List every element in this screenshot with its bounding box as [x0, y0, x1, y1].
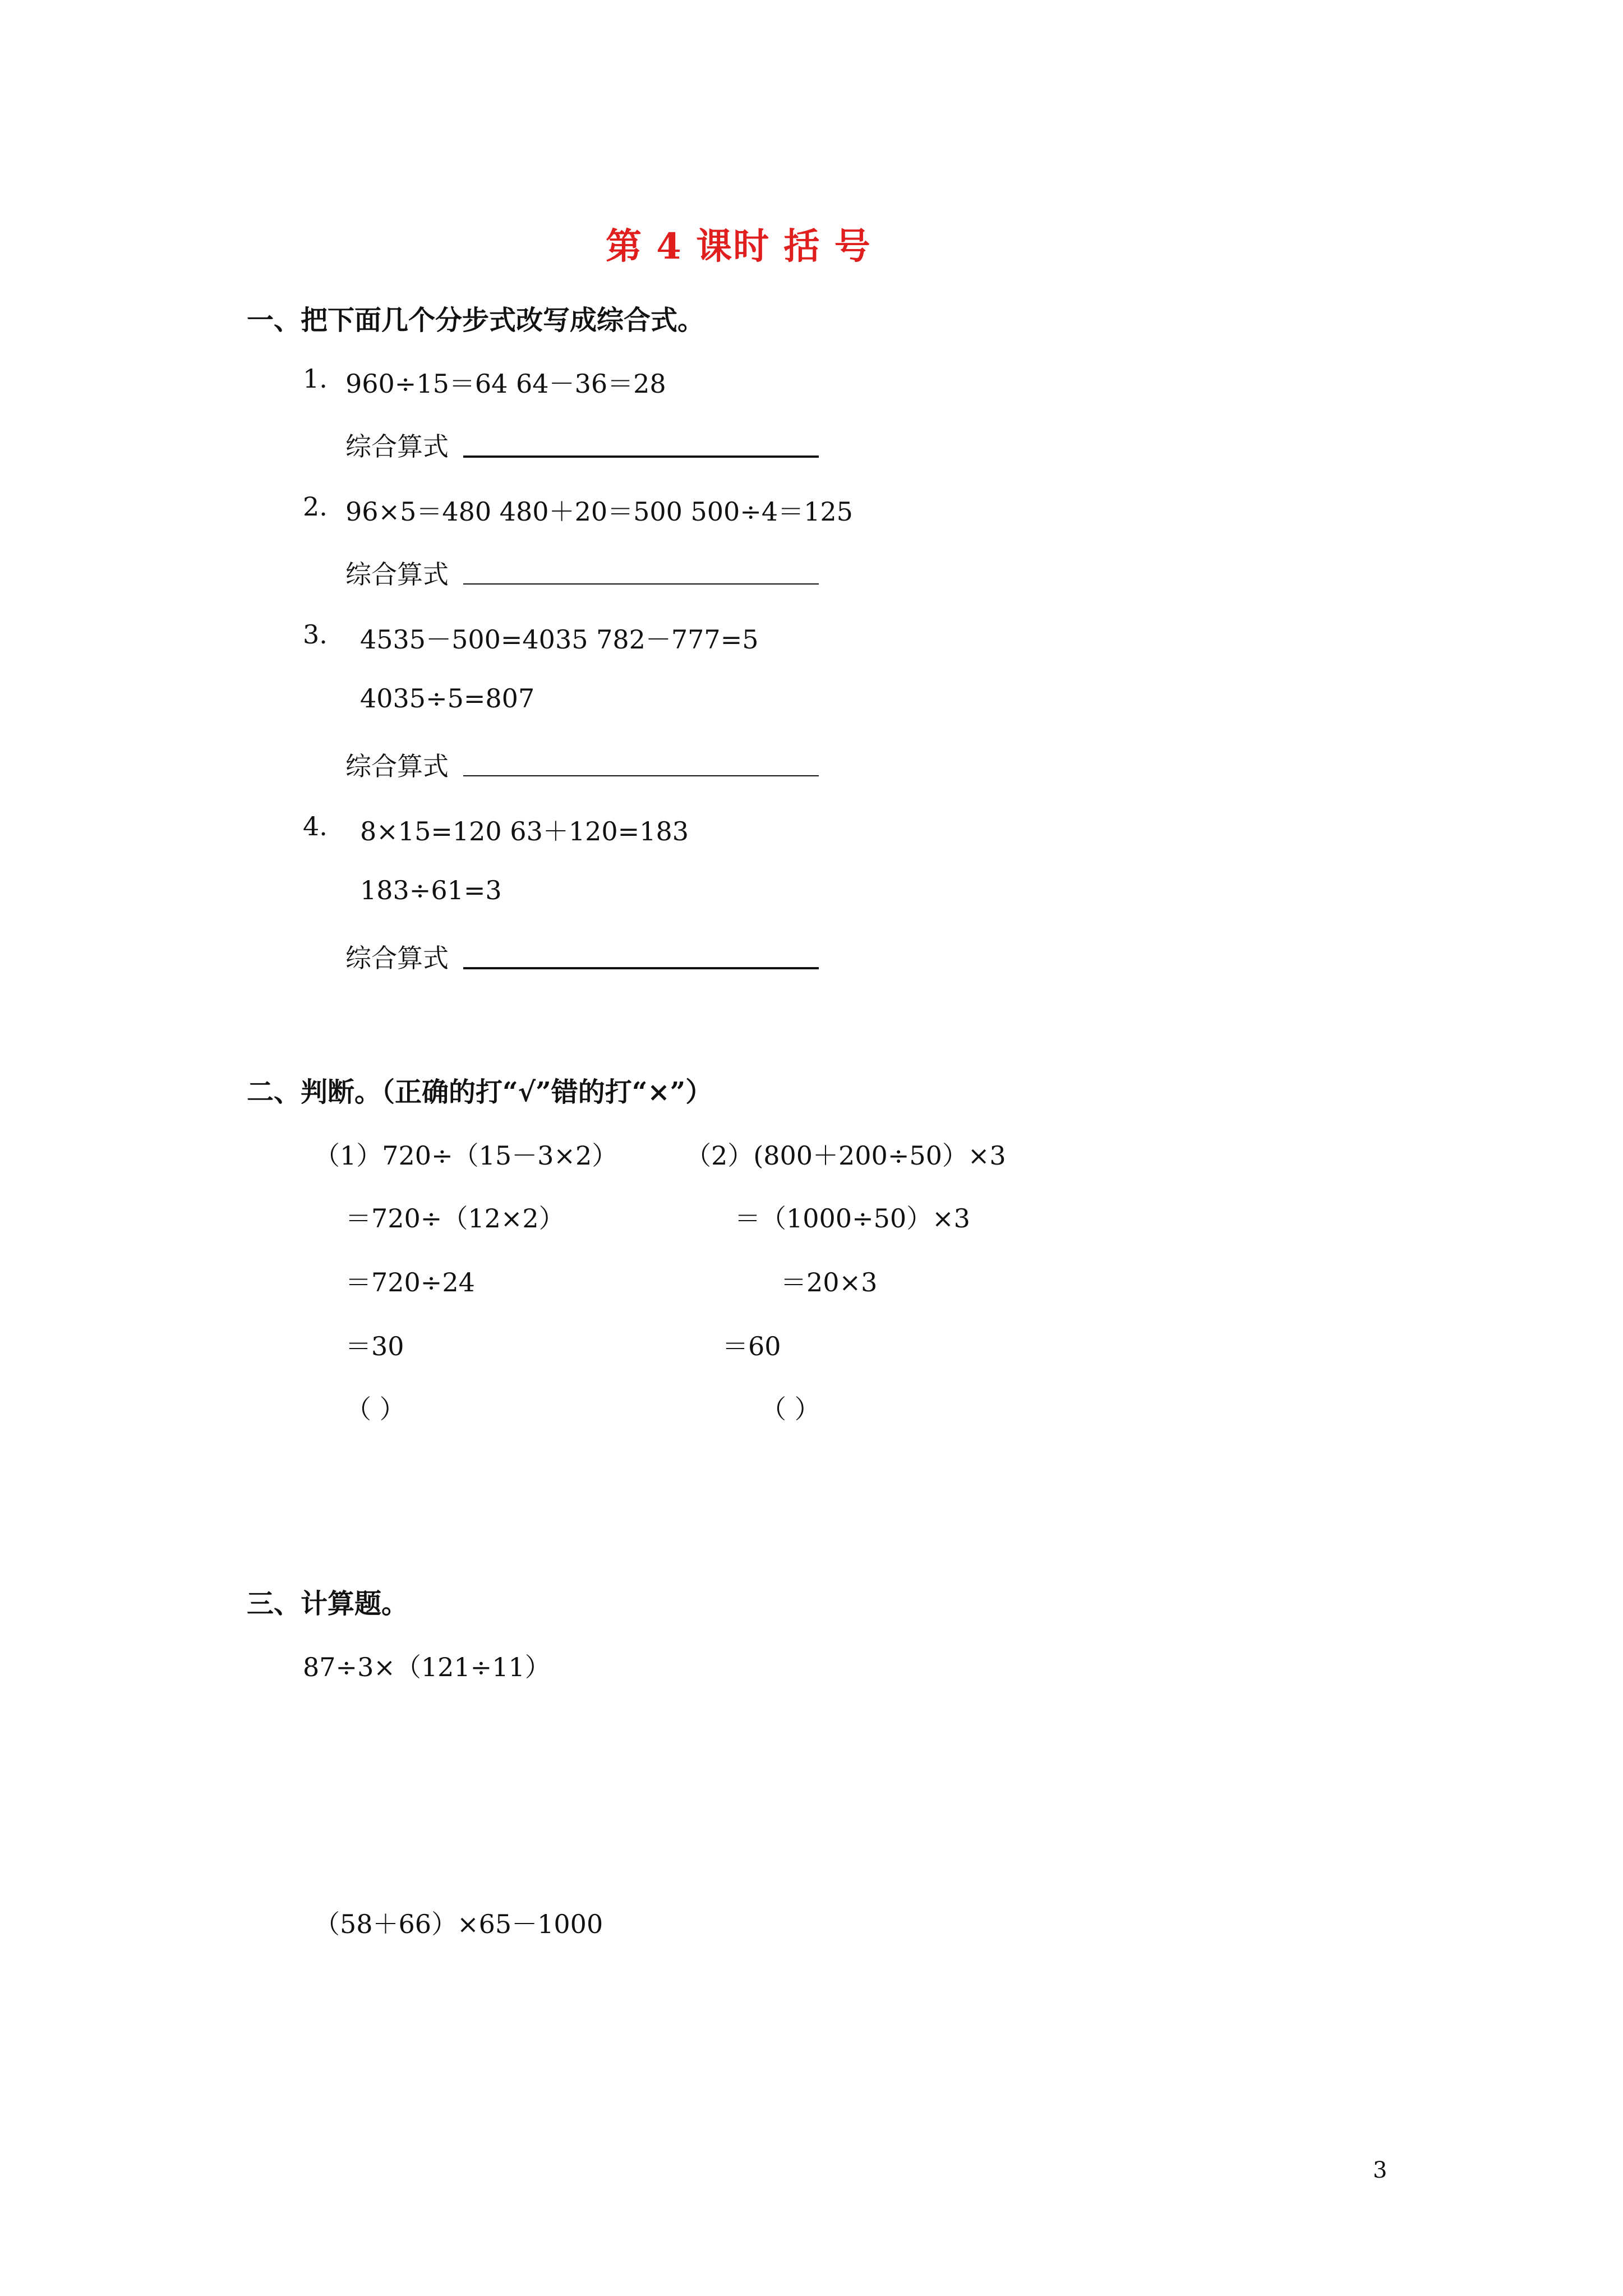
judge-2-line-4: ＝60 [722, 1331, 781, 1361]
judge-2-answer-blank[interactable]: （ ） [760, 1394, 820, 1424]
item-2-answer-line[interactable] [463, 583, 819, 585]
page-number: 3 [1373, 2157, 1387, 2183]
item-2-answer-label: 综合算式 [345, 559, 449, 590]
section-3-heading: 三、计算题。 [247, 1588, 409, 1619]
item-2-number: 2. [303, 491, 328, 522]
judge-1-line-1: （1）720÷（15－3×2） [314, 1140, 618, 1171]
judge-1-line-2: ＝720÷（12×2） [345, 1203, 565, 1234]
item-2-steps: 96×5＝480 480＋20＝500 500÷4＝125 [345, 496, 853, 527]
judge-2-line-2: ＝（1000÷50）×3 [735, 1203, 970, 1234]
section-2-heading: 二、判断。（正确的打“√”错的打“×”） [247, 1076, 713, 1108]
item-1-answer-label: 综合算式 [345, 431, 449, 462]
judge-1-line-4: ＝30 [345, 1331, 404, 1361]
item-3-steps-line-2: 4035÷5=807 [360, 683, 535, 714]
item-4-answer-line[interactable] [463, 967, 819, 969]
item-3-answer-line[interactable] [463, 775, 819, 776]
section-1-heading: 一、把下面几个分步式改写成综合式。 [247, 305, 705, 336]
item-1-answer-line[interactable] [463, 455, 819, 458]
item-3-steps-line-1: 4535－500=4035 782－777=5 [360, 624, 759, 655]
judge-2-line-1: （2）(800＋200÷50）×3 [685, 1140, 1006, 1171]
judge-2-line-3: ＝20×3 [781, 1267, 878, 1297]
calc-problem-2: （58＋66）×65－1000 [314, 1909, 603, 1939]
item-4-steps-line-1: 8×15=120 63＋120=183 [360, 816, 689, 846]
judge-1-answer-blank[interactable]: （ ） [345, 1394, 405, 1424]
item-4-number: 4. [303, 811, 328, 841]
item-4-answer-label: 综合算式 [345, 943, 449, 973]
calc-problem-1: 87÷3×（121÷11） [303, 1652, 551, 1682]
item-4-steps-line-2: 183÷61=3 [360, 875, 502, 905]
item-3-number: 3. [303, 619, 328, 650]
judge-1-line-3: ＝720÷24 [345, 1267, 475, 1297]
item-3-answer-label: 综合算式 [345, 751, 449, 781]
item-1-steps: 960÷15＝64 64－36＝28 [345, 369, 666, 399]
page-title: 第 4 课时 括 号 [606, 226, 872, 268]
item-1-number: 1. [303, 364, 328, 394]
